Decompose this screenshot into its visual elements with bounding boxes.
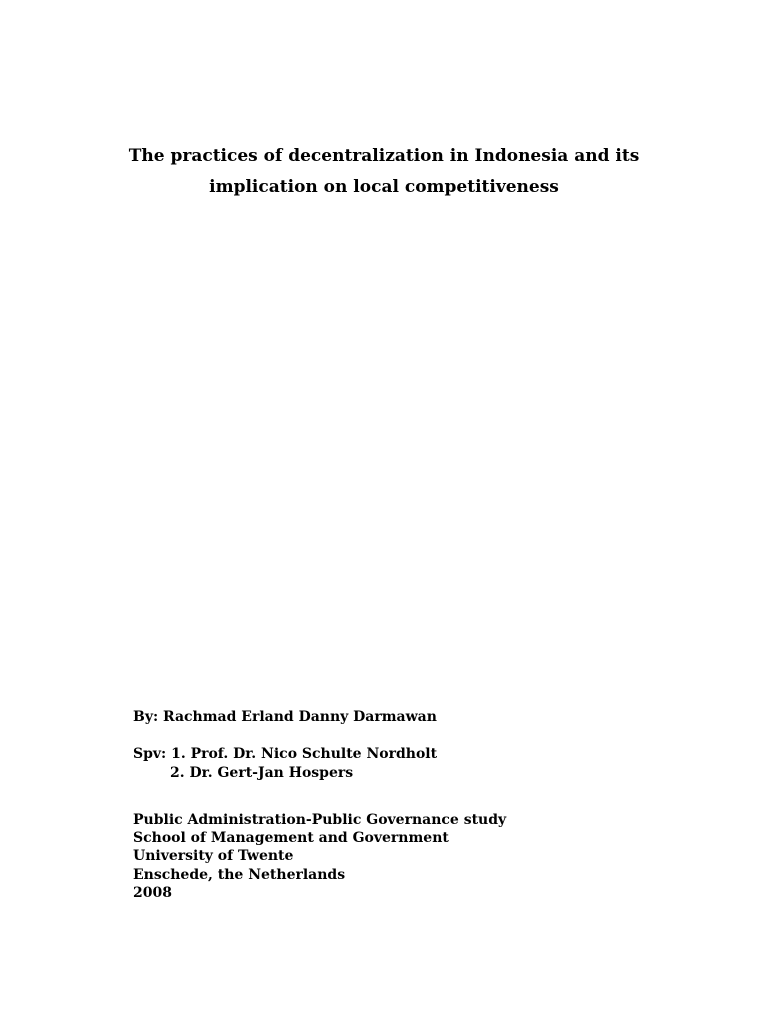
title-line-1: The practices of decentralization in Indonesia and its [128,146,640,166]
supervisor-2: 2. Dr. Gert-Jan Hospers [170,765,354,781]
affiliation-program: Public Administration-Public Governance study [133,812,507,828]
affiliation-year: 2008 [133,885,172,901]
supervisor-1: Spv: 1. Prof. Dr. Nico Schulte Nordholt [133,746,438,762]
affiliation-university: University of Twente [133,848,294,864]
affiliation-school: School of Management and Government [133,830,449,846]
affiliation-location: Enschede, the Netherlands [133,867,346,883]
title-line-2: implication on local competitiveness [209,177,559,197]
author: By: Rachmad Erland Danny Darmawan [133,709,437,725]
